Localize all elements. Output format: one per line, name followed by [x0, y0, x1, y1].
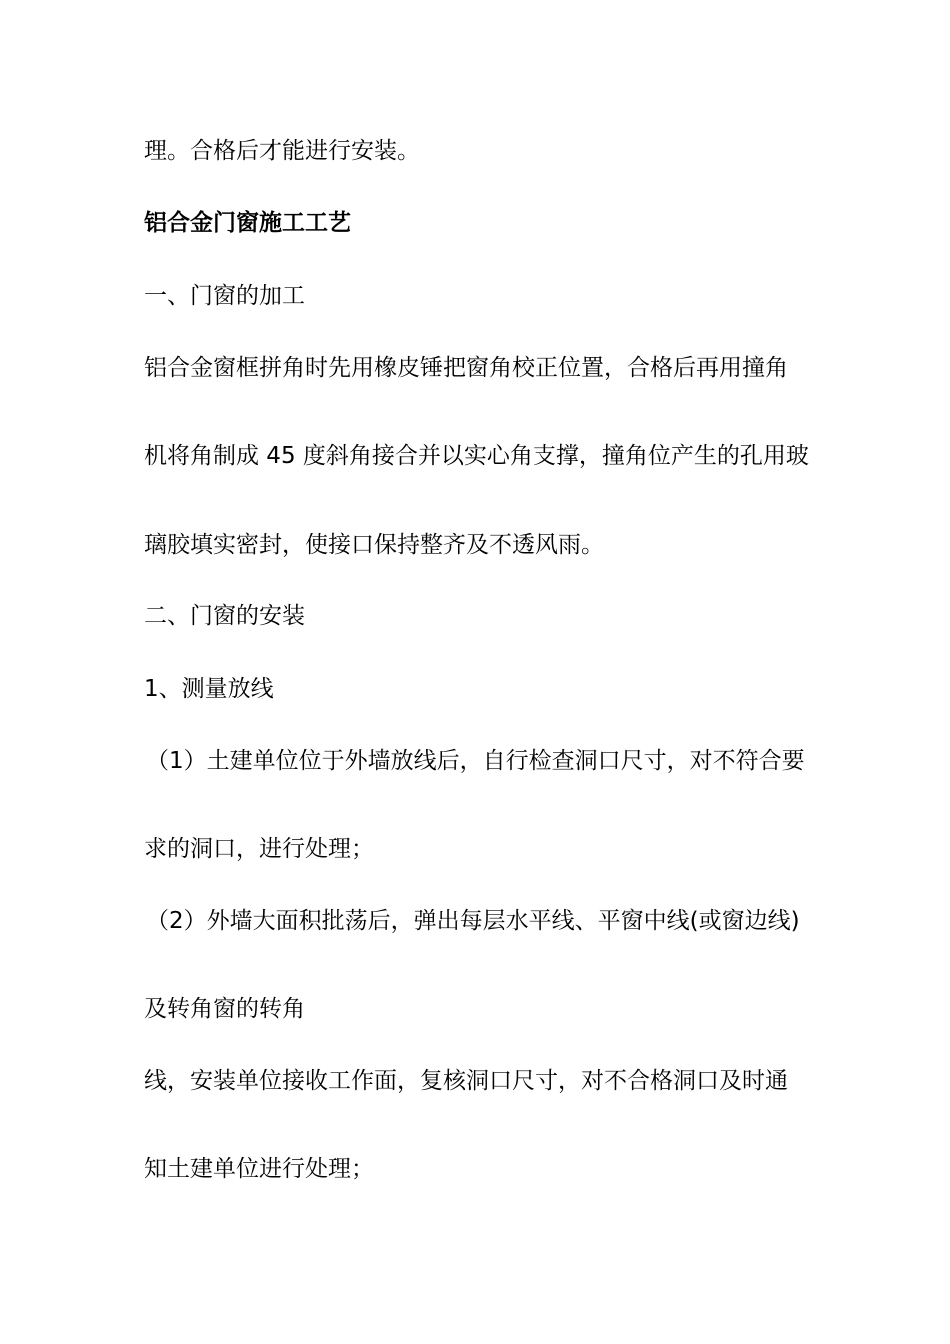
paragraph-line: 铝合金窗框拼角时先用橡皮锤把窗角校正位置，合格后再用撞角 [144, 355, 788, 381]
paragraph-line: （1）土建单位位于外墙放线后，自行检查洞口尺寸，对不符合要 [146, 748, 805, 774]
paragraph-line: 知土建单位进行处理； [144, 1156, 374, 1182]
paragraph-line: 线，安装单位接收工作面，复核洞口尺寸，对不合格洞口及时通 [144, 1068, 788, 1094]
paragraph-line: （2）外墙大面积批荡后，弹出每层水平线、平窗中线(或窗边线) [146, 908, 800, 934]
paragraph-line: 璃胶填实密封，使接口保持整齐及不透风雨。 [144, 532, 604, 558]
subsection-heading: 二、门窗的安装 [144, 603, 305, 629]
section-heading: 铝合金门窗施工工艺 [144, 210, 351, 236]
paragraph-line: 理。合格后才能进行安装。 [144, 138, 420, 164]
subsection-heading: 一、门窗的加工 [144, 283, 305, 309]
list-heading: 1、测量放线 [144, 676, 274, 702]
paragraph-line: 机将角制成 45 度斜角接合并以实心角支撑，撞角位产生的孔用玻 [144, 443, 809, 469]
paragraph-line: 求的洞口，进行处理； [144, 836, 374, 862]
paragraph-line: 及转角窗的转角 [144, 996, 305, 1022]
